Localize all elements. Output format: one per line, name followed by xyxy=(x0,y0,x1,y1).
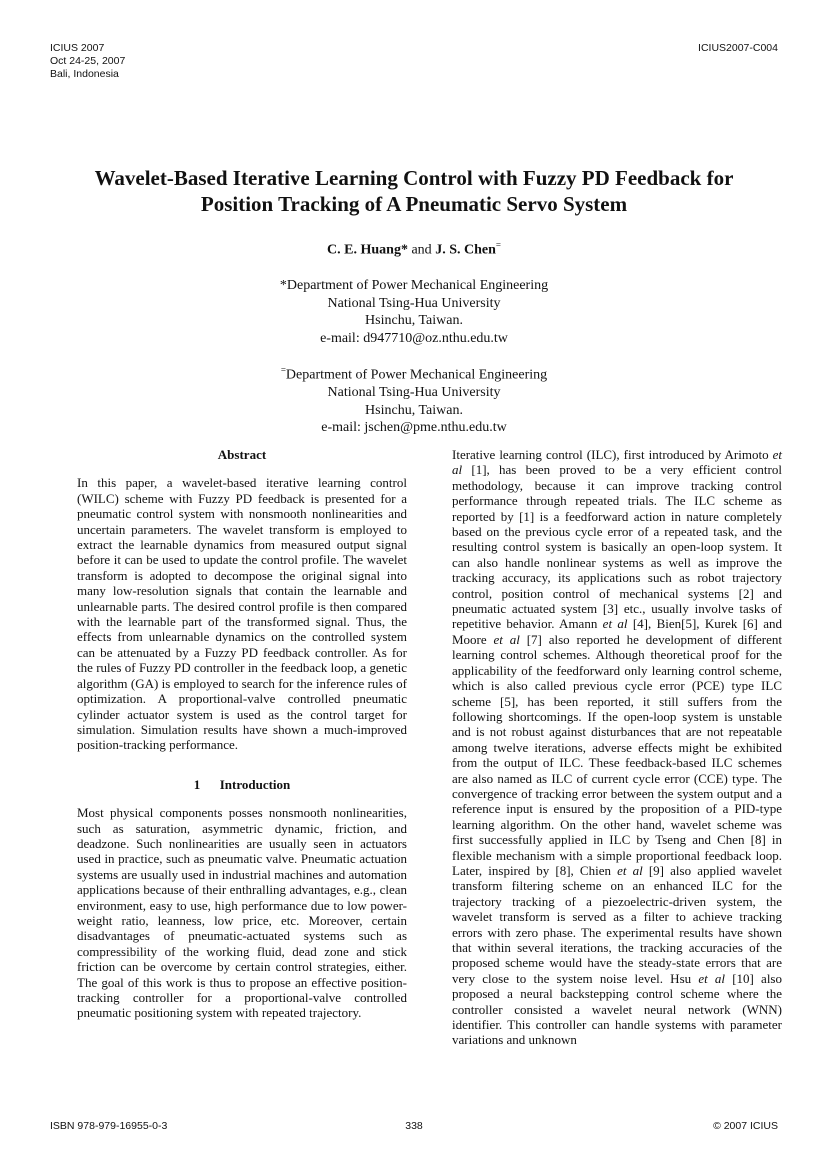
paper-title xyxy=(60,165,768,217)
affiliation-email: e-mail: d947710@oz.nthu.edu.tw xyxy=(320,330,508,346)
affiliation-line: Hsinchu, Taiwan. xyxy=(365,313,463,328)
title-line: Position Tracking of A Pneumatic Servo System xyxy=(200,192,628,216)
affiliation-line: Hsinchu, Taiwan. xyxy=(365,402,463,418)
text-run: [9] also applied wavelet transform filtering scheme on an enhanced ILC for the trajectory tracking of a piezoelectric-driven system, the wavelet transform is served as a filter to achieve tracking errors with zero phase. The experimental results have shown that within several iterations, the tracking accuracies of the proposed scheme would have the steady-state errors that are very close to the system noise level. Hsu xyxy=(452,862,783,986)
text-run: [1], has been proved to be a very efficient control methodology, because it can improve tracking control performance through repeated trials. The ILC scheme as reported by [1] is a feedforward action in nature completely based on the previous cycle error of a repeated task, and the resulting control system is basically an open-loop system. It can also handle nonlinear systems as well as improve the tracking accuracy, its applications such as robot trajectory control, position control of mechanical systems [2] and pneumatic actuated system [3] etc., usually involve tasks of repetitive behavior. Amann xyxy=(452,462,782,632)
right-column xyxy=(452,447,782,1048)
text-run-italic: et al xyxy=(602,616,628,632)
introduction-heading: 1 Introduction xyxy=(193,776,291,792)
header-line: ICIUS 2007 xyxy=(50,42,105,54)
abstract-heading: Abstract xyxy=(217,447,267,462)
text-run: [4], Bien[5], Kurek [6] and Moore xyxy=(452,616,782,647)
affiliation-line: Department of Power Mechanical Engineering xyxy=(285,367,548,383)
affiliation-mark: = xyxy=(280,365,286,375)
header-conference-info xyxy=(50,42,125,81)
author-mark: = xyxy=(495,240,501,250)
text-run: [10] also proposed a neural backstepping control scheme where the controller consisted a wavelet neural network (WNN) identifier. This controller can handle systems with parameter variations and unknown xyxy=(452,970,782,1048)
header-paper-id: ICIUS2007-C004 xyxy=(698,42,778,54)
title-line: Wavelet-Based Iterative Learning Control with Fuzzy PD Feedback for xyxy=(94,166,734,190)
abstract-text: In this paper, a wavelet-based iterative learning control (WILC) scheme with Fuzzy PD feedback is presented for a pneumatic control system with nonsmooth nonlinearities and uncertain parameters. The wavelet transform is employed to extract the learnable dynamics from measured output signal before it can be used to update the control profile. The wavelet transform is adopted to decompose the original signal into many low-resolution signals that contain the learnable and unlearnable parts. The desired control profile is then compared with the learnable part of the transformed signal. Thus, the effects from unlearnable dynamics on the controlled system can be attenuated by a Fuzzy PD feedback controller. As for the rules of Fuzzy PD controller in the feedback loop, a genetic algorithm (GA) is employed to search for the inference rules of optimization. A proportional-valve controlled pneumatic cylinder actuator system is used as the control target for simulation. Simulation results have shown a much-improved position-tracking performance. xyxy=(77,475,407,753)
introduction-continued-text xyxy=(452,447,782,1048)
affiliation-mark: * xyxy=(279,278,287,293)
text-run: [7] also reported he development of different learning control schemes. Although theoretical proof for the applicability of the feedforward only learning control scheme, which is also called previous cycle error (PCE) type ILC scheme [5], has been reported, it still suffers from the following shortcomings. If the open-loop system is unstable and is not robust against disturbances that are not repeatable among twelve iterations, adverse effects might be exhibited from the output of ILC. These feedback-based ILC schemes are also named as ILC of current cycle error (CCE) type. The convergence of tracking error between the system output and a reference input is ensured by the proposition of a PID-type learning algorithm. On the other hand, wavelet scheme was first successfully applied in ILC by Tseng and Chen [8] in flexible mechanism with a simple proportional feedback loop. Later, inspired by [8], Chien xyxy=(452,631,782,878)
affiliation-block xyxy=(230,277,598,347)
affiliation-email: e-mail: jschen@pme.nthu.edu.tw xyxy=(321,420,507,436)
text-run-italic: et al xyxy=(617,862,643,878)
author-conjunction: and xyxy=(407,242,436,258)
footer-isbn: ISBN 978-979-16955-0-3 xyxy=(50,1120,168,1132)
footer-copyright: © 2007 ICIUS xyxy=(713,1120,778,1132)
text-run-italic: et al xyxy=(452,447,782,478)
text-run-italic: et al xyxy=(493,631,520,647)
affiliation-line: National Tsing-Hua University xyxy=(327,295,501,311)
text-run: Iterative learning control (ILC), first introduced by Arimoto xyxy=(452,447,773,462)
text-run-italic: et al xyxy=(698,970,726,986)
affiliation-line: National Tsing-Hua University xyxy=(327,385,501,401)
header-line: Oct 24-25, 2007 xyxy=(50,55,126,67)
author-line xyxy=(60,240,768,259)
author-name: C. E. Huang* xyxy=(327,242,408,258)
introduction-text: Most physical components posses nonsmooth nonlinearities, such as saturation, asymmetric dynamic, friction, and deadzone. Such nonlinearities are usually seen in actuators used in practice, such as pneumatic valve. Pneumatic actuation systems are usually used in industrial machines and automation applications because of their enthralling advantages, e.g., clean environment, easy to use, high performance due to low power-weight ratio, leanness, low price, etc. Moreover, certain disadvantages of pneumatic-actuated systems such as compressibility of the working fluid, dead zone and stick friction can be overcome by certain control strategies, either. The goal of this work is thus to propose an effective position-tracking controller for a proportional-valve controlled pneumatic positioning system with repeated trajectory. xyxy=(77,805,407,1021)
author-name: J. S. Chen xyxy=(435,242,496,258)
affiliation-line: Department of Power Mechanical Engineering xyxy=(286,278,549,293)
footer-page-number: 338 xyxy=(405,1120,423,1132)
header-line: Bali, Indonesia xyxy=(50,68,119,80)
affiliation-block xyxy=(230,362,598,437)
left-column xyxy=(77,447,407,1021)
